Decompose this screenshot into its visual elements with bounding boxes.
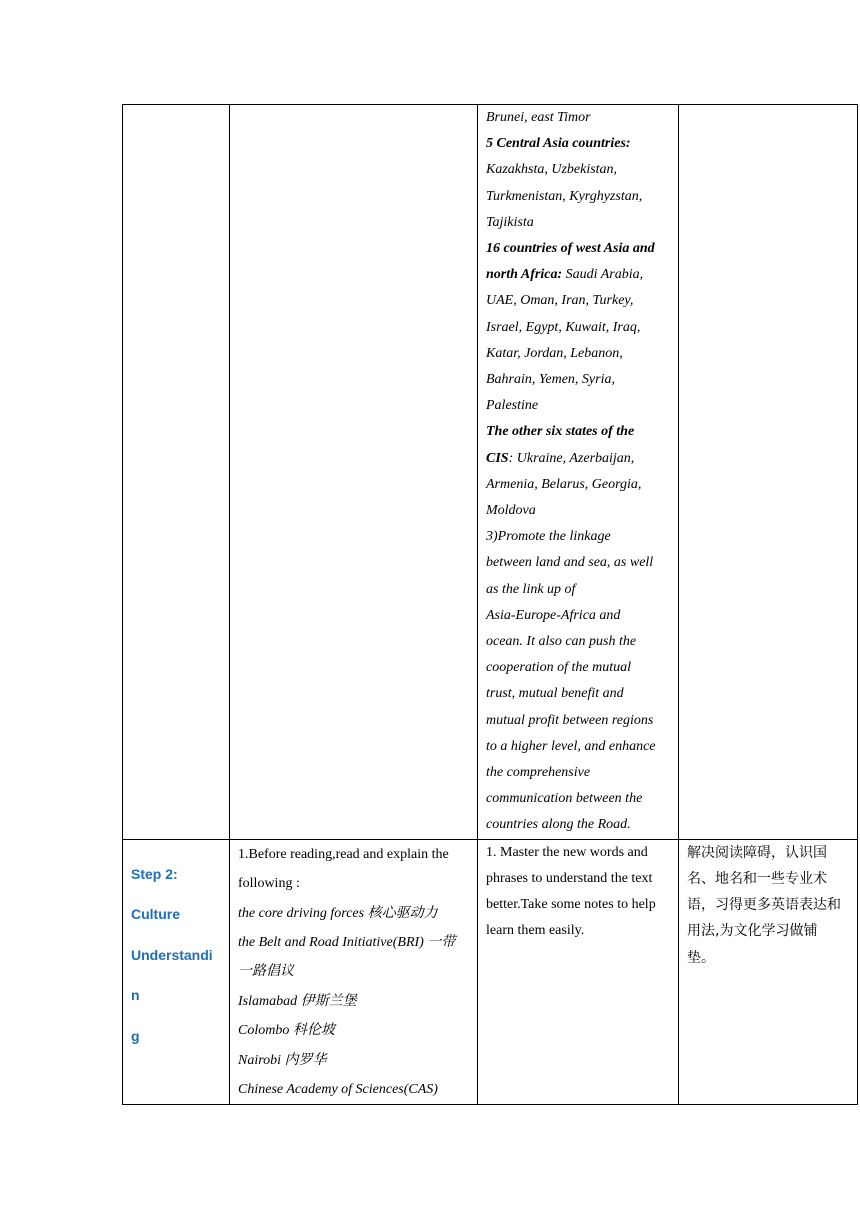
task-line: 1. Master the new words and [486,844,648,860]
step-label [131,840,221,1057]
vocab-item: 一路倡议 [238,964,294,980]
lesson-plan-table [122,104,858,1105]
instruction-line: 1.Before reading,read and explain the [238,846,449,862]
country-line: Armenia, Belarus, Georgia, [486,476,642,492]
cis-heading-end: CIS [486,450,509,466]
content-cell [478,105,679,840]
cis-heading: The other six states of the [486,424,635,440]
purpose-line: 名、地名和一些专业术 [687,870,827,887]
table-row [123,105,858,840]
promote-line: the comprehensive [486,765,591,781]
task-line: phrases to understand the text [486,870,653,886]
country-line: Turkmenistan, Kyrghyzstan, [486,188,643,204]
country-line: Tajikista [486,214,534,230]
country-line: Palestine [486,398,539,414]
task-cell [478,839,679,1105]
promote-line: ocean. It also can push the [486,634,637,650]
promote-line: cooperation of the mutual [486,660,632,676]
country-line: Katar, Jordan, Lebanon, [486,345,623,361]
vocab-item: the Belt and Road Initiative(BRI) 一带 [238,934,456,950]
promote-line: Asia-Europe-Africa and [486,607,621,623]
purpose-line: 语，习得更多英语表达和 [687,897,841,914]
purpose-line: 用法,为文化学习做铺 [687,923,818,940]
country-line: : Ukraine, Azerbaijan, [508,450,635,466]
country-line: Saudi Arabia, [562,267,644,283]
country-line: Brunei, east Timor [486,110,591,125]
step-label-line: Culture [131,906,180,923]
step-cell [123,105,230,840]
promote-line: between land and sea, as well [486,555,654,571]
country-line: Moldova [486,503,536,519]
purpose-line: 解决阅读障碍，认识国 [687,844,827,861]
activity-cell [230,839,478,1105]
purpose-line: 垫。 [687,949,715,966]
promote-line: as the link up of [486,581,576,597]
promote-line: 3)Promote the linkage [486,529,611,545]
purpose-cell [679,105,858,840]
step-cell [123,839,230,1105]
promote-line: mutual profit between regions [486,712,654,728]
step-label-line: Understandin [131,946,213,1004]
vocab-item: Islamabad 伊斯兰堡 [238,993,357,1009]
instruction-line: following : [238,876,300,892]
country-line: Israel, Egypt, Kuwait, Iraq, [486,319,641,335]
country-line: UAE, Oman, Iran, Turkey, [486,293,634,309]
west-asia-heading-end: north Africa: [486,267,563,283]
west-asia-heading: 16 countries of west Asia and [486,241,655,257]
step-label-line: Step 2: [131,865,178,882]
activity-cell [230,105,478,840]
country-line: Kazakhsta, Uzbekistan, [486,162,618,178]
promote-line: countries along the Road. [486,817,631,833]
table-row [123,839,858,1105]
task-line: learn them easily. [486,923,585,939]
vocab-item: the core driving forces 核心驱动力 [238,905,438,921]
vocab-item: Colombo 科伦坡 [238,1023,335,1039]
promote-line: trust, mutual benefit and [486,686,624,702]
central-asia-heading: 5 Central Asia countries: [486,136,631,152]
step-label-line: g [131,1027,140,1044]
promote-line: communication between the [486,791,643,807]
promote-line: to a higher level, and enhance [486,738,656,754]
vocab-item: Nairobi 内罗华 [238,1052,327,1068]
vocab-item: Chinese Academy of Sciences(CAS) [238,1081,438,1097]
task-line: better.Take some notes to help [486,897,656,913]
purpose-cell [679,839,858,1105]
country-line: Bahrain, Yemen, Syria, [486,372,615,388]
